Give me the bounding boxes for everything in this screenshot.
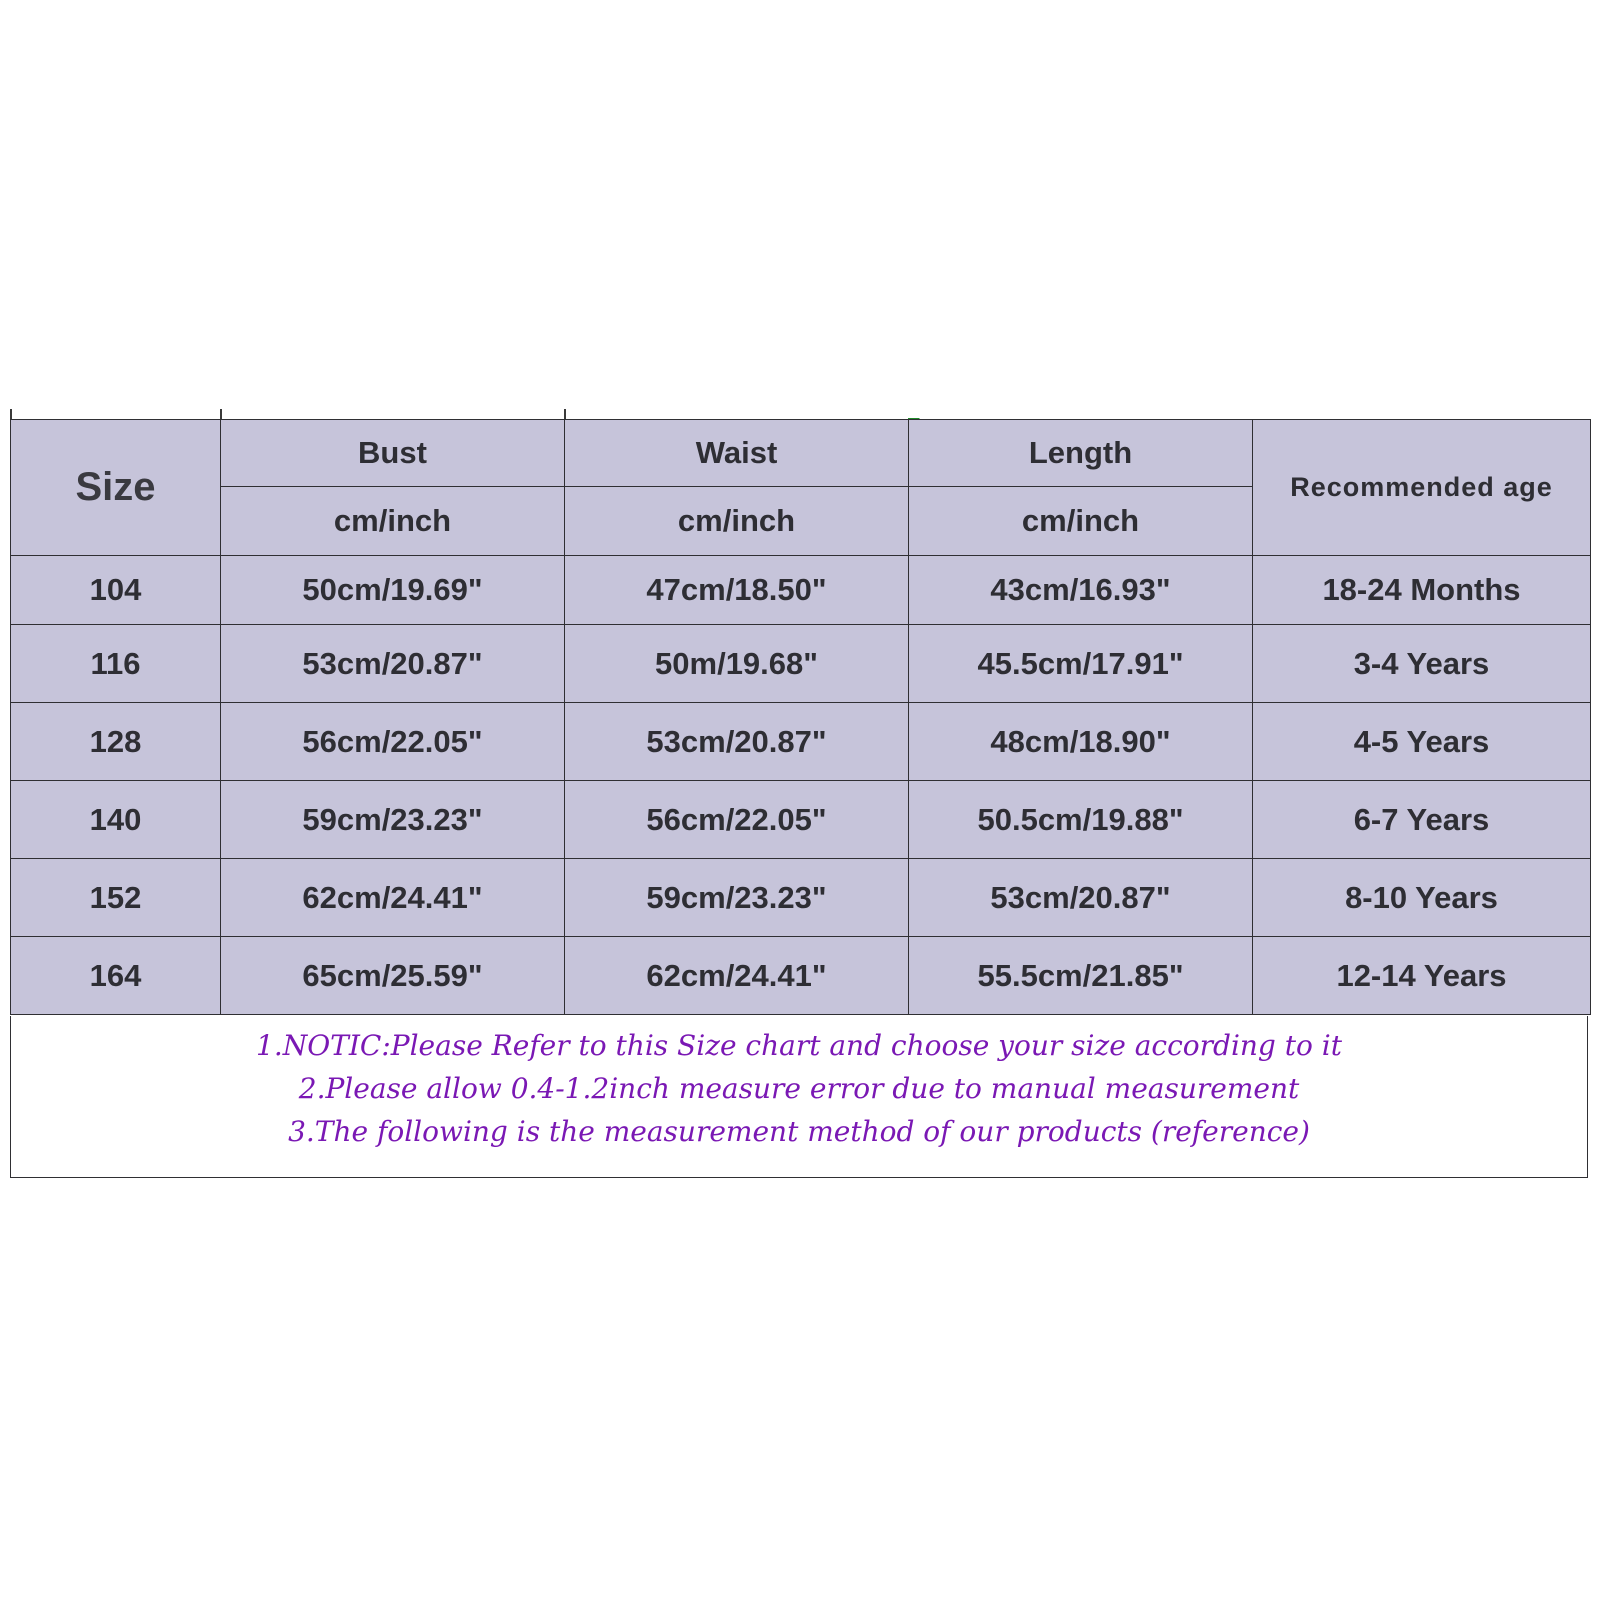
cell-length: 55.5cm/21.85"	[909, 937, 1253, 1015]
cell-waist: 62cm/24.41"	[565, 937, 909, 1015]
cell-length: 48cm/18.90"	[909, 703, 1253, 781]
cell-age: 8-10 Years	[1253, 859, 1591, 937]
table-row	[11, 937, 1591, 1015]
table-row	[11, 556, 1591, 625]
cell-size: 152	[11, 859, 221, 937]
cell-size: 140	[11, 781, 221, 859]
cell-bust: 56cm/22.05"	[221, 703, 565, 781]
cell-size: 104	[11, 556, 221, 625]
note-line: 2.Please allow 0.4-1.2inch measure error due to manual measurement	[298, 1072, 1300, 1105]
unit-length: cm/inch	[909, 487, 1253, 556]
border-stub	[564, 409, 566, 419]
cell-bust: 62cm/24.41"	[221, 859, 565, 937]
size-table	[10, 419, 1591, 1015]
cell-age: 4-5 Years	[1253, 703, 1591, 781]
table-row	[11, 781, 1591, 859]
header-row	[11, 420, 1591, 487]
border-stub	[220, 409, 222, 419]
cell-age: 12-14 Years	[1253, 937, 1591, 1015]
notes-box	[10, 1016, 1588, 1178]
cell-waist: 50m/19.68"	[565, 625, 909, 703]
cell-length: 53cm/20.87"	[909, 859, 1253, 937]
note-line: 3.The following is the measurement method of our products (reference)	[288, 1115, 1310, 1148]
header-length: Length	[909, 420, 1253, 487]
cell-age: 6-7 Years	[1253, 781, 1591, 859]
header-waist: Waist	[565, 420, 909, 487]
cell-length: 43cm/16.93"	[909, 556, 1253, 625]
cell-bust: 53cm/20.87"	[221, 625, 565, 703]
cell-length: 50.5cm/19.88"	[909, 781, 1253, 859]
header-bust: Bust	[221, 420, 565, 487]
cell-bust: 50cm/19.69"	[221, 556, 565, 625]
unit-waist: cm/inch	[565, 487, 909, 556]
cell-bust: 65cm/25.59"	[221, 937, 565, 1015]
cell-waist: 47cm/18.50"	[565, 556, 909, 625]
cell-waist: 53cm/20.87"	[565, 703, 909, 781]
cell-waist: 59cm/23.23"	[565, 859, 909, 937]
cell-age: 3-4 Years	[1253, 625, 1591, 703]
cell-bust: 59cm/23.23"	[221, 781, 565, 859]
cell-length: 45.5cm/17.91"	[909, 625, 1253, 703]
unit-bust: cm/inch	[221, 487, 565, 556]
table-row	[11, 625, 1591, 703]
cell-size: 164	[11, 937, 221, 1015]
cell-size: 128	[11, 703, 221, 781]
header-recommended-age: Recommended age	[1253, 420, 1591, 556]
border-stub	[10, 409, 12, 419]
cell-waist: 56cm/22.05"	[565, 781, 909, 859]
table-row	[11, 859, 1591, 937]
size-table-wrapper	[10, 419, 1590, 1015]
note-line: 1.NOTIC:Please Refer to this Size chart and choose your size according to it	[256, 1029, 1342, 1062]
cell-age: 18-24 Months	[1253, 556, 1591, 625]
table-row	[11, 703, 1591, 781]
cell-size: 116	[11, 625, 221, 703]
header-size: Size	[11, 420, 221, 556]
